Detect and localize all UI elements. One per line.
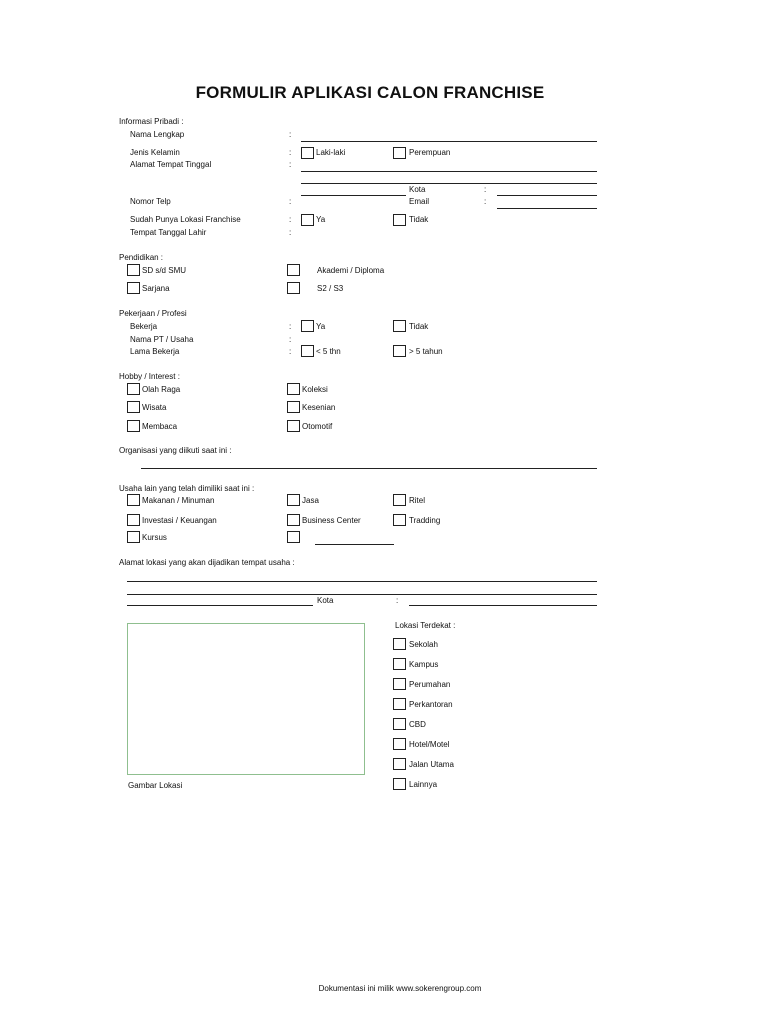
alamat-lokasi-field-1[interactable] — [127, 581, 597, 582]
colon: : — [289, 148, 292, 157]
label-hotel-motel: Hotel/Motel — [409, 740, 450, 749]
checkbox-makanan[interactable] — [127, 494, 140, 506]
checkbox-perempuan[interactable] — [393, 147, 406, 159]
label-akademi: Akademi / Diploma — [317, 266, 385, 275]
label-business-center: Business Center — [302, 516, 361, 525]
label-lama-bekerja: Lama Bekerja — [130, 347, 180, 356]
colon: : — [289, 130, 292, 139]
checkbox-cbd[interactable] — [393, 718, 406, 730]
label-olahraga: Olah Raga — [142, 385, 181, 394]
nama-lengkap-field[interactable] — [301, 141, 597, 142]
label-kurang-5: < 5 thn — [316, 347, 341, 356]
label-jenis-kelamin: Jenis Kelamin — [130, 148, 180, 157]
label-kampus: Kampus — [409, 660, 439, 669]
checkbox-hotel-motel[interactable] — [393, 738, 406, 750]
label-makanan: Makanan / Minuman — [142, 496, 215, 505]
checkbox-jasa[interactable] — [287, 494, 300, 506]
label-nama-lengkap: Nama Lengkap — [130, 130, 185, 139]
checkbox-kesenian[interactable] — [287, 401, 300, 413]
label-sd-smu: SD s/d SMU — [142, 266, 187, 275]
checkbox-trading[interactable] — [393, 514, 406, 526]
label-jasa: Jasa — [302, 496, 319, 505]
colon: : — [289, 335, 292, 344]
alamat-lokasi-field-2[interactable] — [127, 594, 597, 595]
section-usaha-lain: Usaha lain yang telah dimiliki saat ini : — [119, 484, 255, 493]
checkbox-olahraga[interactable] — [127, 383, 140, 395]
label-koleksi: Koleksi — [302, 385, 328, 394]
checkbox-bekerja-tidak[interactable] — [393, 320, 406, 332]
checkbox-kampus[interactable] — [393, 658, 406, 670]
label-bekerja-ya: Ya — [316, 322, 326, 331]
label-alamat: Alamat Tempat Tinggal — [130, 160, 212, 169]
label-perempuan: Perempuan — [409, 148, 451, 157]
checkbox-wisata[interactable] — [127, 401, 140, 413]
checkbox-s2-s3[interactable] — [287, 282, 300, 294]
label-nama-pt: Nama PT / Usaha — [130, 335, 194, 344]
section-alamat-lokasi: Alamat lokasi yang akan dijadikan tempat usaha : — [119, 558, 295, 567]
checkbox-koleksi[interactable] — [287, 383, 300, 395]
label-lebih-5: > 5 tahun — [409, 347, 443, 356]
email-field[interactable] — [497, 208, 597, 209]
alamat-field-2[interactable] — [301, 183, 597, 184]
label-gambar-lokasi: Gambar Lokasi — [128, 781, 183, 790]
checkbox-sd-smu[interactable] — [127, 264, 140, 276]
label-wisata: Wisata — [142, 403, 167, 412]
checkbox-investasi[interactable] — [127, 514, 140, 526]
checkbox-akademi[interactable] — [287, 264, 300, 276]
section-pendidikan: Pendidikan : — [119, 253, 164, 262]
label-lainnya: Lainnya — [409, 780, 438, 789]
checkbox-kurang-5[interactable] — [301, 345, 314, 357]
colon: : — [289, 215, 292, 224]
section-organisasi: Organisasi yang diikuti saat ini : — [119, 446, 232, 455]
label-kursus: Kursus — [142, 533, 167, 542]
label-nomor-telp: Nomor Telp — [130, 197, 171, 206]
checkbox-lebih-5[interactable] — [393, 345, 406, 357]
checkbox-kursus[interactable] — [127, 531, 140, 543]
checkbox-perumahan[interactable] — [393, 678, 406, 690]
colon: : — [484, 197, 487, 206]
label-otomotif: Otomotif — [302, 422, 333, 431]
lainnya-usaha-field[interactable] — [315, 544, 394, 545]
colon: : — [289, 160, 292, 169]
label-sarjana: Sarjana — [142, 284, 170, 293]
label-sudah-punya-lokasi: Sudah Punya Lokasi Franchise — [130, 215, 241, 224]
checkbox-business-center[interactable] — [287, 514, 300, 526]
checkbox-sekolah[interactable] — [393, 638, 406, 650]
alamat-field-1[interactable] — [301, 171, 597, 172]
label-laki-laki: Laki-laki — [316, 148, 346, 157]
gambar-lokasi-box[interactable] — [127, 623, 365, 775]
section-lokasi-terdekat: Lokasi Terdekat : — [395, 621, 456, 630]
label-ritel: Ritel — [409, 496, 426, 505]
checkbox-perkantoran[interactable] — [393, 698, 406, 710]
form-title: FORMULIR APLIKASI CALON FRANCHISE — [195, 83, 545, 102]
colon: : — [484, 185, 487, 194]
checkbox-jalan-utama[interactable] — [393, 758, 406, 770]
label-perkantoran: Perkantoran — [409, 700, 453, 709]
label-bekerja-tidak: Tidak — [409, 322, 429, 331]
checkbox-lokasi-tidak[interactable] — [393, 214, 406, 226]
kota-field[interactable] — [497, 195, 597, 196]
label-sekolah: Sekolah — [409, 640, 438, 649]
checkbox-ritel[interactable] — [393, 494, 406, 506]
label-email: Email — [409, 197, 430, 206]
label-kota-lokasi: Kota — [317, 596, 334, 605]
colon: : — [289, 347, 292, 356]
label-ya: Ya — [316, 215, 326, 224]
label-perumahan: Perumahan — [409, 680, 451, 689]
label-trading: Tradding — [409, 516, 441, 525]
checkbox-bekerja-ya[interactable] — [301, 320, 314, 332]
checkbox-membaca[interactable] — [127, 420, 140, 432]
kota-lokasi-field[interactable] — [409, 605, 597, 606]
nomor-telp-field[interactable] — [301, 195, 406, 196]
label-tidak: Tidak — [409, 215, 429, 224]
organisasi-field[interactable] — [141, 468, 597, 469]
label-investasi: Investasi / Keuangan — [142, 516, 217, 525]
checkbox-sarjana[interactable] — [127, 282, 140, 294]
checkbox-lainnya-usaha[interactable] — [287, 531, 300, 543]
checkbox-lokasi-ya[interactable] — [301, 214, 314, 226]
section-pekerjaan: Pekerjaan / Profesi — [119, 309, 187, 318]
colon: : — [289, 197, 292, 206]
label-jalan-utama: Jalan Utama — [409, 760, 454, 769]
alamat-lokasi-field-3[interactable] — [127, 605, 313, 606]
checkbox-otomotif[interactable] — [287, 420, 300, 432]
section-informasi-pribadi: Informasi Pribadi : — [119, 117, 184, 126]
checkbox-lainnya[interactable] — [393, 778, 406, 790]
colon: : — [289, 228, 292, 237]
colon: : — [396, 596, 399, 605]
section-hobby: Hobby / Interest : — [119, 372, 180, 381]
label-cbd: CBD — [409, 720, 426, 729]
label-s2-s3: S2 / S3 — [317, 284, 344, 293]
label-kesenian: Kesenian — [302, 403, 336, 412]
footer-text: Dokumentasi ini milik www.sokerengroup.com — [318, 984, 482, 993]
colon: : — [289, 322, 292, 331]
label-ttl: Tempat Tanggal Lahir — [130, 228, 207, 237]
label-membaca: Membaca — [142, 422, 178, 431]
label-kota: Kota — [409, 185, 426, 194]
checkbox-laki-laki[interactable] — [301, 147, 314, 159]
label-bekerja: Bekerja — [130, 322, 158, 331]
